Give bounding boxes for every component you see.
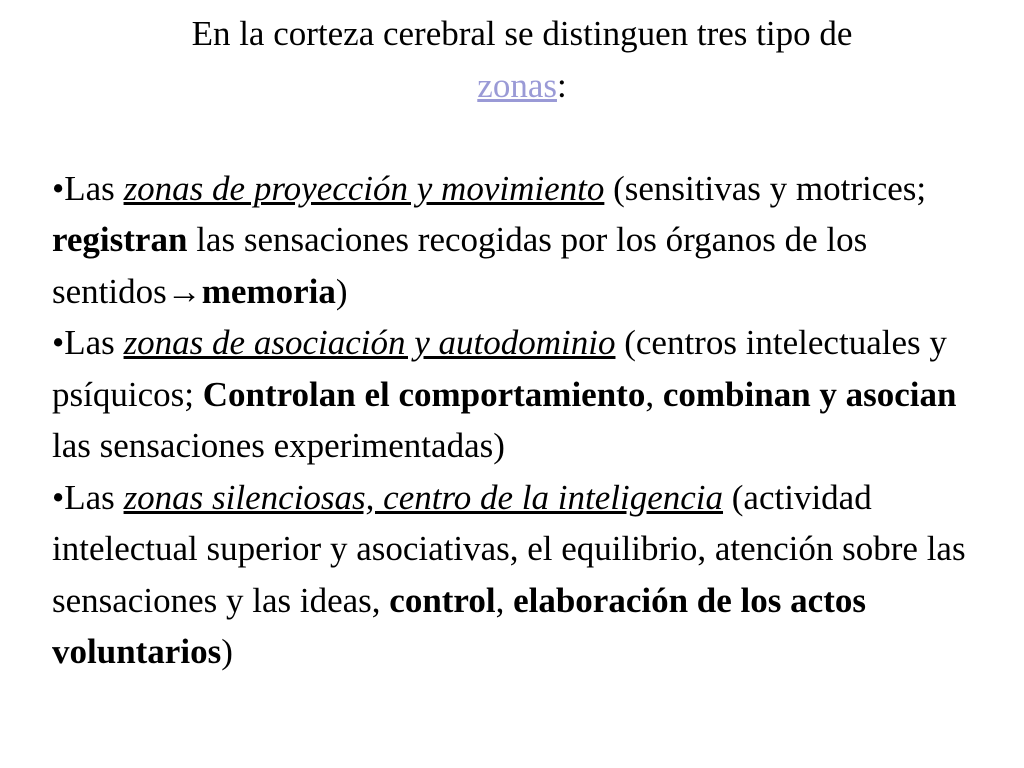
description-text: (centros intelectuales y psíquicos;: [52, 323, 947, 414]
bullet-item: [52, 317, 992, 472]
spacer: [52, 111, 992, 163]
bold-term: combinan y asocian: [662, 374, 957, 414]
description-text: ): [221, 632, 233, 671]
description-text: →: [166, 271, 202, 311]
bullet-prefix: Las: [64, 477, 124, 517]
bullet-marker: •: [52, 168, 65, 208]
zone-name: zonas de proyección y movimiento: [123, 168, 605, 208]
bullet-prefix: Las: [64, 323, 124, 362]
bullet-list: [52, 163, 992, 678]
bullet-prefix: Las: [64, 168, 124, 208]
title-text: En la corteza cerebral se distinguen tres tipo de: [191, 14, 853, 53]
bold-term: registran: [52, 220, 188, 259]
zone-name: zonas de asociación y autodominio: [123, 323, 616, 362]
slide-content: [52, 8, 992, 678]
bullet-item: [52, 163, 992, 318]
title-colon: :: [556, 65, 567, 105]
description-text: (sensitivas y motrices;: [604, 168, 927, 208]
bold-term: Controlan el comportamiento: [202, 374, 646, 414]
bullet-marker: •: [52, 323, 65, 362]
zonas-link[interactable]: zonas: [477, 65, 557, 105]
description-text: ): [335, 271, 348, 311]
bullet-marker: •: [52, 477, 65, 517]
bold-term: memoria: [201, 271, 336, 311]
zone-name: zonas silenciosas, centro de la inteligencia: [123, 477, 724, 517]
description-text: (actividad intelectual superior y asociativas, el equilibrio, atención sobre las sensaciones y las ideas,: [52, 477, 966, 620]
description-text: las sensaciones recogidas por los órganos de los sentidos: [52, 220, 868, 311]
description-text: ,: [645, 374, 663, 414]
slide-title: [52, 8, 992, 111]
description-text: las sensaciones experimentadas): [52, 426, 505, 465]
description-text: ,: [495, 580, 514, 620]
bullet-item: [52, 472, 992, 678]
bold-term: control: [389, 580, 496, 620]
bold-term: elaboración de los actos voluntarios: [52, 580, 866, 671]
